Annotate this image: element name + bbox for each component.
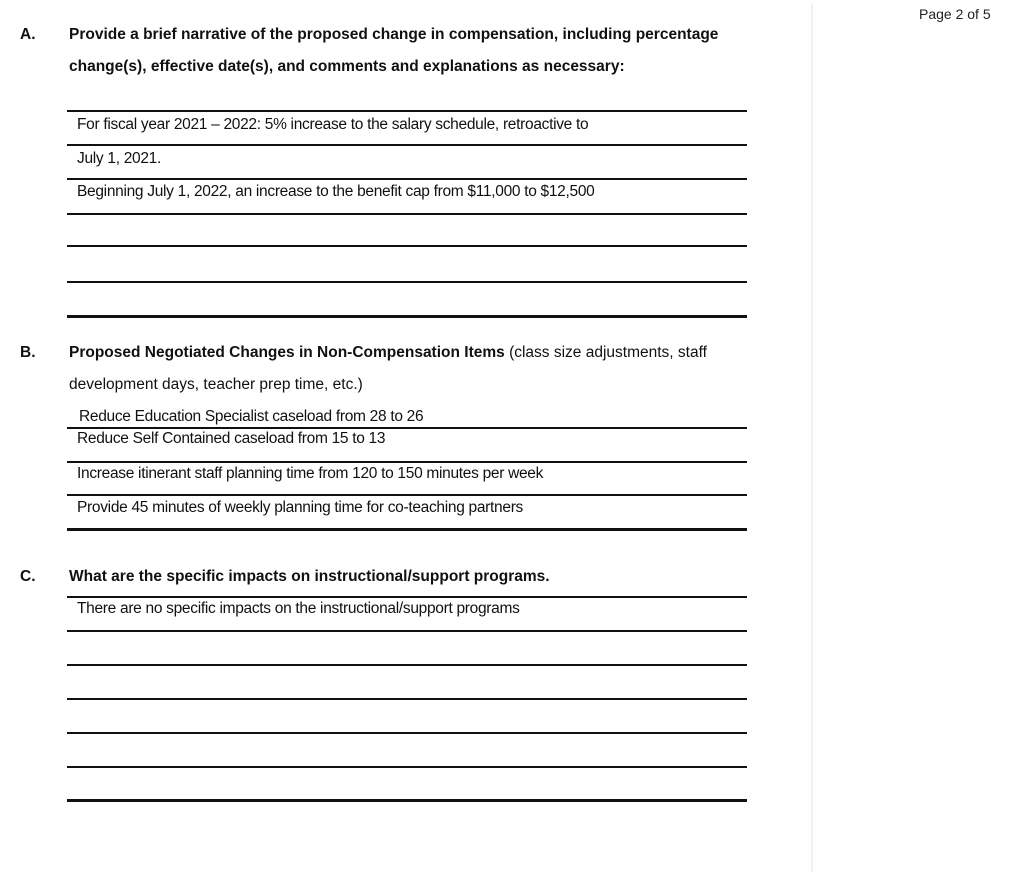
answer-line [67, 144, 747, 146]
section-heading [69, 337, 809, 401]
answer-line [67, 698, 747, 700]
section-letter: B. [20, 344, 36, 361]
heading-line: development days, teacher prep time, etc.) [69, 376, 363, 393]
answer-text: Reduce Self Contained caseload from 15 to 13 [77, 430, 386, 447]
answer-line [67, 427, 747, 429]
answer-line [67, 213, 747, 215]
answer-line [67, 178, 747, 180]
answer-line [67, 315, 747, 318]
page-number: Page 2 of 5 [919, 6, 991, 22]
section-heading [69, 561, 809, 593]
answer-line [67, 799, 747, 802]
page-edge-divider [811, 4, 813, 872]
answer-line [67, 732, 747, 734]
answer-text: Beginning July 1, 2022, an increase to the benefit cap from $11,000 to $12,500 [77, 183, 595, 200]
answer-line [67, 528, 747, 531]
answer-text: Provide 45 minutes of weekly planning time for co-teaching partners [77, 499, 524, 516]
heading-bold-text: Proposed Negotiated Changes in Non-Compensation Items [69, 344, 505, 361]
answer-text: There are no specific impacts on the instructional/support programs [77, 600, 520, 617]
answer-line [67, 664, 747, 666]
heading-line: What are the specific impacts on instructional/support programs. [69, 568, 550, 585]
section-letter: A. [20, 26, 36, 43]
heading-line: change(s), effective date(s), and comments and explanations as necessary: [69, 58, 625, 75]
answer-text: Reduce Education Specialist caseload from 28 to 26 [79, 408, 424, 425]
answer-text: Increase itinerant staff planning time from 120 to 150 minutes per week [77, 465, 544, 482]
answer-line [67, 110, 747, 112]
answer-line [67, 766, 747, 768]
answer-line [67, 461, 747, 463]
heading-detail-text: (class size adjustments, staff [504, 344, 707, 361]
answer-line [67, 245, 747, 247]
section-letter: C. [20, 568, 36, 585]
answer-line [67, 596, 747, 598]
section-heading [69, 19, 809, 83]
answer-line [67, 494, 747, 496]
answer-line [67, 630, 747, 632]
answer-text: July 1, 2021. [77, 150, 161, 167]
heading-line: Provide a brief narrative of the proposed change in compensation, including percentage [69, 26, 719, 43]
answer-text: For fiscal year 2021 – 2022: 5% increase to the salary schedule, retroactive to [77, 116, 589, 133]
answer-line [67, 281, 747, 283]
